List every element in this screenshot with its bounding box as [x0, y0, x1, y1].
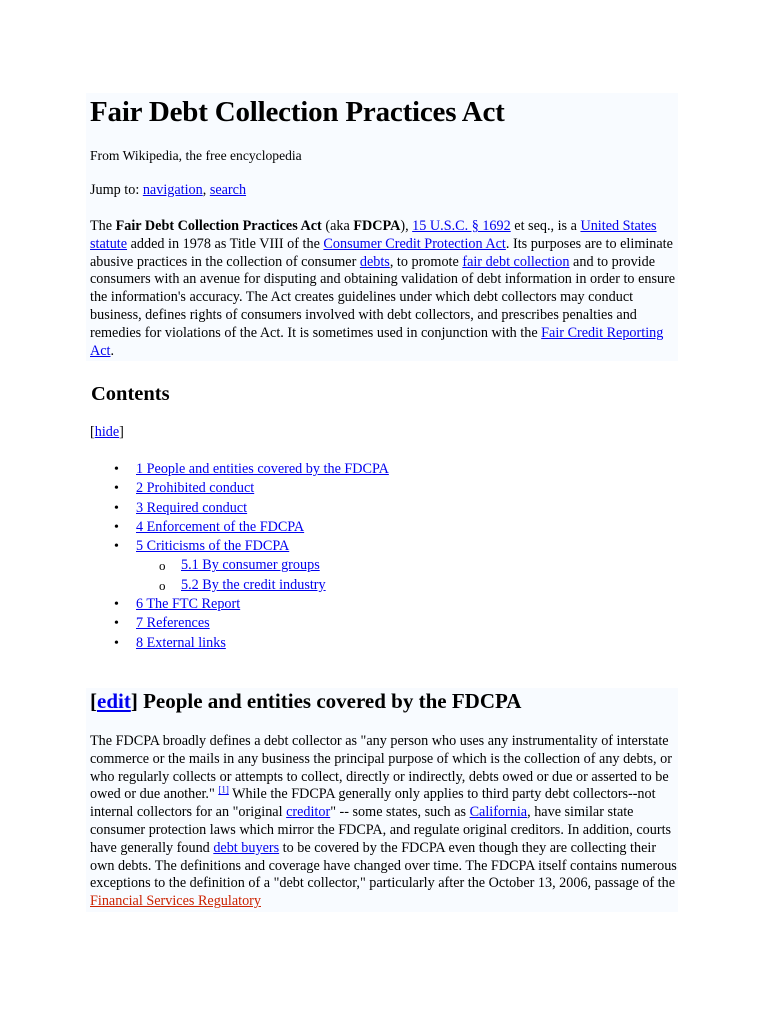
toc-link-criticisms[interactable]: 5 Criticisms of the FDCPA [136, 538, 290, 555]
toc-item [90, 634, 389, 653]
toc-item [90, 595, 389, 614]
jump-search-link[interactable]: search [209, 182, 247, 198]
contents-toggle: [hide] [90, 424, 124, 440]
section-paragraph: The FDCPA broadly defines a debt collector as "any person who uses any instrumentality of interstate commerce or the mails in any business the principal purpose of which is the collection of any debts, or who regularly collects or attempts to collect, directly or indirectly, debts owed or due or asserted to be owed or due another." [1] While the FDCPA generally only applies to third party debt collectors--not internal collectors for an "original creditor" -- some states, such as California, have similar state consumer protection laws which mirror the FDCPA, and regulate original creditors. In addition, courts have generally found debt buyers to be covered by the FDCPA even though they are collecting their own debts. The definitions and coverage have changed over time. The FDCPA itself contains numerous exceptions to the definition of a "debt collector," particularly after the October 13, 2006, passage of the Financial Services Regulatory [90, 733, 677, 910]
fair-debt-collection-link[interactable]: fair debt collection [462, 253, 570, 270]
toc-link-enforcement[interactable]: 4 Enforcement of the FDCPA [136, 518, 305, 535]
toc-item [90, 614, 389, 633]
debt-buyers-link[interactable]: debt buyers [213, 839, 280, 856]
article-abbrev: FDCPA [353, 218, 401, 234]
debts-link[interactable]: debts [359, 253, 390, 270]
toc-link-external-links[interactable]: 8 External links [136, 634, 226, 651]
edit-section-link[interactable]: edit [97, 689, 131, 713]
toc-link-required-conduct[interactable]: 3 Required conduct [136, 499, 248, 516]
jump-to: Jump to: navigation, search [90, 182, 247, 198]
section-heading-people-entities: [edit] People and entities covered by the FDCPA [90, 689, 522, 713]
toc-item [90, 479, 389, 498]
toc-subitem [90, 576, 389, 595]
intro-paragraph: The Fair Debt Collection Practices Act (aka FDCPA), 15 U.S.C. § 1692 et seq., is a United States statute added in 1978 as Title VIII of the Consumer Credit Protection Act. Its purposes are to eliminate abusive practices in the collection of consumer debts, to promote fair debt collection and to provide consumers with an avenue for disputing and obtaining validation of debt information in order to ensure the information's accuracy. The Act creates guidelines under which debt collectors may conduct business, defines rights of consumers involved with debt collectors, and prescribes penalties and remedies for violations of the Act. It is sometimes used in conjunction with the Fair Credit Reporting Act. [90, 218, 676, 359]
toc-item [90, 499, 389, 518]
california-link[interactable]: California [469, 804, 528, 821]
toc-link-credit-industry[interactable]: 5.2 By the credit industry [181, 576, 326, 593]
toc-item [90, 537, 389, 556]
fcra-link[interactable]: Fair Credit Reporting Act [90, 324, 664, 359]
fsra-link[interactable]: Financial Services Regulatory [90, 893, 261, 910]
contents-title: Contents [91, 383, 170, 405]
usc-link[interactable]: 15 U.S.C. § 1692 [412, 218, 511, 234]
article-name: Fair Debt Collection Practices Act [115, 218, 322, 234]
page-title: Fair Debt Collection Practices Act [90, 96, 505, 128]
toc-item [90, 518, 389, 537]
toc-link-ftc-report[interactable]: 6 The FTC Report [136, 596, 241, 613]
toc-item [90, 460, 389, 479]
ccpa-link[interactable]: Consumer Credit Protection Act [323, 235, 506, 252]
tagline: From Wikipedia, the free encyclopedia [90, 148, 302, 163]
statute-link[interactable]: statute [90, 235, 128, 252]
united-states-link[interactable]: United States [580, 218, 657, 234]
jump-navigation-link[interactable]: navigation [142, 182, 203, 198]
toc-subitem [90, 556, 389, 575]
toc-link-prohibited-conduct[interactable]: 2 Prohibited conduct [136, 480, 255, 497]
table-of-contents [90, 460, 389, 653]
toc-link-people-entities[interactable]: 1 People and entities covered by the FDCPA [136, 461, 389, 477]
hide-toc-link[interactable]: hide [94, 424, 120, 440]
toc-link-references[interactable]: 7 References [136, 615, 210, 632]
toc-link-consumer-groups[interactable]: 5.1 By consumer groups [181, 557, 320, 574]
reference-link-1[interactable]: [1] [218, 784, 229, 795]
creditor-link[interactable]: creditor [286, 804, 331, 821]
